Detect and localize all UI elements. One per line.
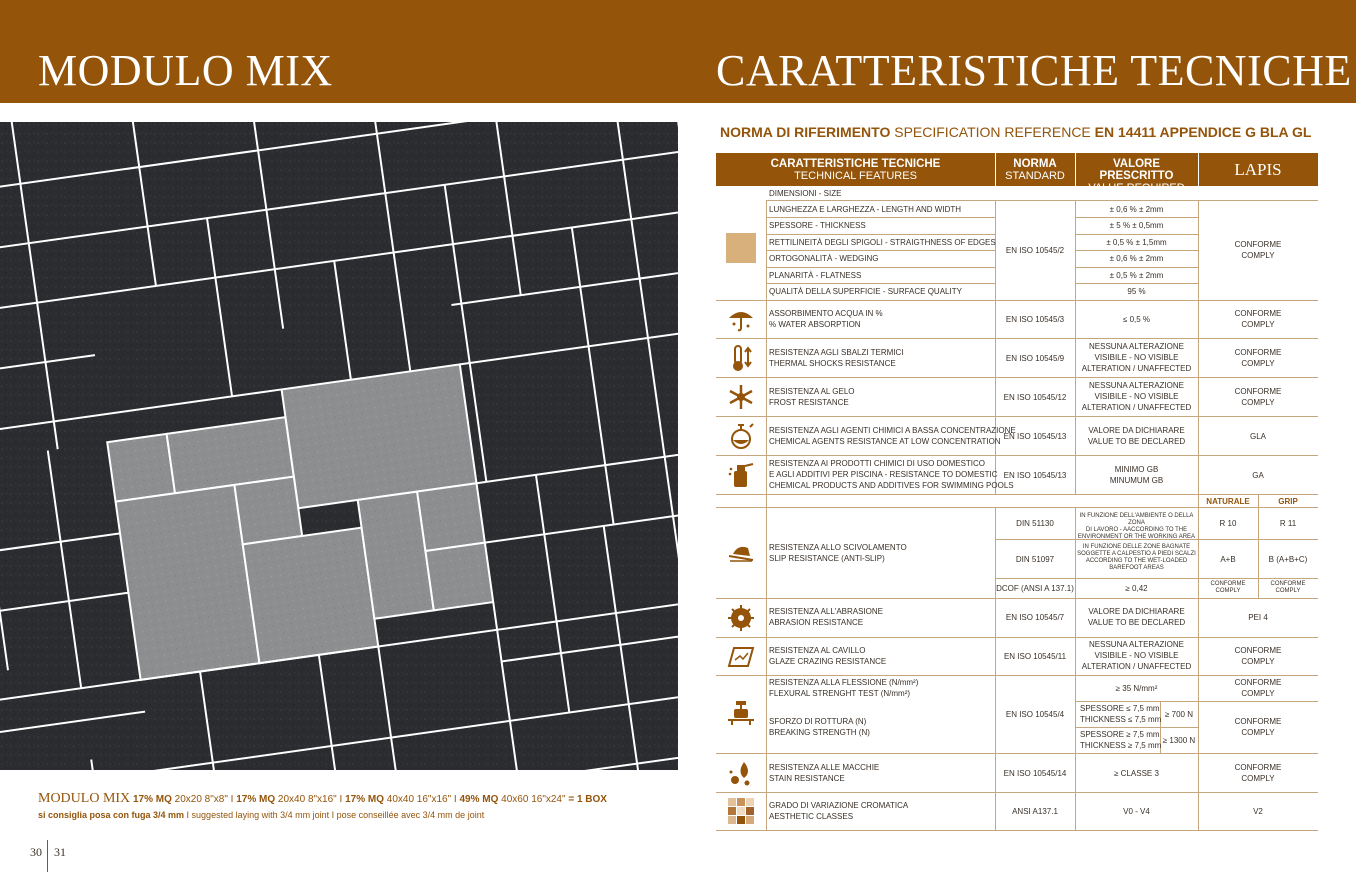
row-rule	[766, 234, 995, 235]
chemical-flask-icon	[726, 421, 756, 451]
thermal-norma: EN ISO 10545/9	[1005, 354, 1065, 363]
row-rule	[1075, 283, 1198, 284]
flexural-value: ≥ 35 N/mm²	[1115, 684, 1158, 693]
aesthetic-label: GRADO DI VARIAZIONE CROMATICA AESTHETIC CLASSES	[769, 801, 909, 821]
row-rule	[716, 377, 1318, 378]
header-lapis: LAPIS	[1198, 153, 1318, 186]
flexural-norma: EN ISO 10545/4	[1005, 710, 1065, 719]
chemical-domestic-value: MINIMO GB MINUMUM GB	[1109, 465, 1164, 485]
stain-norma: EN ISO 10545/14	[1003, 769, 1067, 778]
frost-norma: EN ISO 10545/12	[1003, 393, 1067, 402]
row-rule	[1075, 267, 1198, 268]
flexural-result: CONFORME COMPLY	[1234, 678, 1282, 698]
row-rule	[1075, 727, 1198, 728]
row-rule	[1075, 217, 1198, 218]
size-section-label: DIMENSIONI - SIZE	[769, 189, 842, 198]
water-absorption-icon	[726, 304, 756, 334]
row-rule	[716, 300, 1318, 301]
row-rule	[766, 283, 995, 284]
thermal-shock-icon	[726, 343, 756, 373]
size-item: RETTILINEITÀ DEGLI SPIGOLI - STRAIGTHNESS OF EDGES	[769, 238, 996, 247]
header-features-en: TECHNICAL FEATURES	[794, 170, 917, 182]
water-result: CONFORME COMPLY	[1234, 309, 1282, 329]
specification-reference	[720, 124, 1311, 140]
header-value	[1075, 153, 1198, 194]
frost-result: CONFORME COMPLY	[1234, 387, 1282, 407]
row-rule	[766, 217, 995, 218]
abrasion-label: RESISTENZA ALL'ABRASIONE ABRASION RESISTANCE	[769, 607, 884, 627]
left-page-title: MODULO MIX	[38, 46, 333, 95]
crazing-norma: EN ISO 10545/11	[1003, 652, 1067, 661]
page-number-right: 31	[54, 845, 66, 859]
slip-icon	[726, 536, 756, 566]
chemical-low-norma: EN ISO 10545/13	[1003, 432, 1067, 441]
header-divider	[1198, 153, 1199, 186]
slip-value: IN FUNZIONE DELL'AMBIENTE O DELLA ZONA DI LAVORO - AACCORDING TO THE ENVIRONMENT OR THE WORKING AREA	[1077, 513, 1196, 540]
chemical-low-label: RESISTENZA AGLI AGENTI CHIMICI A BASSA CONCENTRAZIONE CHEMICAL AGENTS RESISTANCE AT LOW CONCENTRATION	[769, 426, 1016, 446]
stain-value: ≥ CLASSE 3	[1114, 769, 1159, 778]
row-rule	[716, 637, 1318, 638]
row-rule	[716, 416, 1318, 417]
slip-grip: B (A+B+C)	[1268, 555, 1308, 564]
right-page-title: CARATTERISTICHE TECNICHE	[716, 46, 1352, 95]
row-rule	[1075, 701, 1318, 702]
technical-features-table	[716, 153, 1318, 831]
stain-icon	[726, 758, 756, 788]
joint-caption	[38, 810, 484, 820]
slip-naturale: R 10	[1219, 519, 1237, 528]
crazing-value: NESSUNA ALTERAZIONE VISIBILE - NO VISIBLE ALTERATION / UNAFFECTED	[1081, 640, 1192, 671]
header-divider	[995, 153, 996, 186]
tile-pattern-illustration	[0, 122, 678, 770]
caption-size3: 40x40 16"x16"	[383, 794, 452, 805]
abrasion-result: PEI 4	[1248, 613, 1268, 622]
row-rule	[716, 455, 1318, 456]
size-value: ± 0,6 % ± 2mm	[1109, 205, 1164, 214]
aesthetic-norma: ANSI A137.1	[1012, 807, 1058, 816]
thermal-result: CONFORME COMPLY	[1234, 348, 1282, 368]
column-rule	[766, 200, 767, 830]
slip-naturale: CONFORME COMPLY	[1210, 581, 1246, 594]
reference-value: EN 14411 APPENDICE G BLA GL	[1094, 124, 1312, 140]
header-norma-en: STANDARD	[1005, 170, 1065, 182]
breaking-strength-icon	[726, 698, 756, 728]
chemical-low-value: VALORE DA DICHIARARE VALUE TO BE DECLARED	[1087, 426, 1186, 446]
slip-naturale: A+B	[1220, 555, 1236, 564]
row-rule	[716, 675, 1318, 676]
row-rule	[716, 598, 1318, 599]
size-item: LUNGHEZZA E LARGHEZZA - LENGTH AND WIDTH	[769, 205, 962, 214]
joint-caption-it: si consiglia posa con fuga 3/4 mm	[38, 810, 185, 820]
header-divider	[1075, 153, 1076, 186]
row-rule	[716, 494, 1318, 495]
crazing-label: RESISTENZA AL CAVILLO GLAZE CRAZING RESISTANCE	[769, 646, 887, 666]
caption-box: = 1 BOX	[565, 794, 607, 805]
caption-size1-pct: 17% MQ	[132, 794, 172, 805]
header-value-en: VALUE REQUIRED	[1088, 182, 1185, 194]
row-rule	[716, 338, 1318, 339]
frost-icon	[726, 382, 756, 412]
joint-caption-translations: I suggested laying with 3/4 mm joint I pose conseillée avec 3/4 mm de joint	[184, 810, 485, 820]
slip-grip: R 11	[1279, 519, 1297, 528]
size-result: CONFORME COMPLY	[1234, 240, 1282, 260]
chemical-domestic-norma: EN ISO 10545/13	[1003, 471, 1067, 480]
slip-label: RESISTENZA ALLO SCIVOLAMENTO SLIP RESISTANCE (ANTI-SLIP)	[769, 543, 907, 563]
caption-size2: 20x40 8"x16"	[275, 794, 337, 805]
slip-norma: DIN 51097	[1015, 555, 1055, 564]
breaking-value: ≥ 700 N	[1165, 710, 1193, 719]
reference-label: NORMA DI RIFERIMENTO	[720, 124, 891, 140]
caption-product: MODULO MIX	[38, 791, 131, 806]
stain-result: CONFORME COMPLY	[1234, 763, 1282, 783]
abrasion-value: VALORE DA DICHIARARE VALUE TO BE DECLARED	[1087, 607, 1186, 627]
domestic-chemical-icon	[726, 460, 756, 490]
size-norma: EN ISO 10545/2	[1005, 246, 1065, 255]
col-naturale: NATURALE	[1206, 497, 1250, 506]
header-features-it: CARATTERISTICHE TECNICHE	[770, 158, 941, 170]
stain-label: RESISTENZA ALLE MACCHIE STAIN RESISTANCE	[769, 763, 880, 783]
row-rule	[766, 250, 995, 251]
breaking-condition: SPESSORE ≤ 7,5 mm THICKNESS ≤ 7,5 mm	[1080, 704, 1162, 724]
aesthetic-result: V2	[1253, 807, 1263, 816]
slip-value: ≥ 0,42	[1125, 584, 1148, 593]
size-value: ± 0,5 % ± 2mm	[1109, 271, 1164, 280]
slip-norma: DCOF (ANSI A 137.1)	[996, 584, 1074, 593]
header-norma	[995, 153, 1075, 186]
crazing-icon	[726, 642, 756, 672]
chemical-domestic-label: RESISTENZA AI PRODOTTI CHIMICI DI USO DOMESTICO E AGLI ADDITIVI PER PISCINA - RESISTANCE TO DOMESTIC CHEMICAL PRODUCTS AND ADDITIVES FOR SWIMMING POOLS	[769, 459, 1014, 490]
caption-separator: I	[227, 794, 237, 805]
size-value: ± 5 % ± 0,5mm	[1109, 221, 1164, 230]
slip-value: IN FUNZIONE DELLE ZONE BAGNATE SOGGETTE A CALPESTIO A PIEDI SCALZI ACCORDING TO THE WET-LOADED BAREFOOT AREAS	[1077, 544, 1196, 571]
size-swatch-icon	[726, 233, 756, 263]
crazing-result: CONFORME COMPLY	[1234, 646, 1282, 666]
tile-layout-photo	[0, 122, 678, 770]
size-item: SPESSORE - THICKNESS	[769, 221, 866, 230]
size-value: 95 %	[1127, 287, 1146, 296]
row-rule	[1075, 234, 1198, 235]
caption-size4-pct: 49% MQ	[459, 794, 499, 805]
row-rule	[995, 578, 1318, 579]
breaking-result: CONFORME COMPLY	[1234, 717, 1282, 737]
reference-label-en: SPECIFICATION REFERENCE	[894, 124, 1091, 140]
header-norma-it: NORMA	[1013, 158, 1057, 170]
size-value: ± 0,5 % ± 1,5mm	[1106, 238, 1167, 247]
water-value: ≤ 0,5 %	[1122, 315, 1151, 324]
col-grip: GRIP	[1278, 497, 1298, 506]
row-rule	[766, 200, 1318, 201]
row-rule	[716, 830, 1318, 831]
frost-value: NESSUNA ALTERAZIONE VISIBILE - NO VISIBLE ALTERATION / UNAFFECTED	[1081, 381, 1192, 412]
flexural-label: RESISTENZA ALLA FLESSIONE (N/mm²) FLEXURAL STRENGHT TEST (N/mm²)	[769, 678, 919, 698]
size-item: ORTOGONALITÀ - WEDGING	[769, 254, 879, 263]
caption-separator: I	[451, 794, 460, 805]
water-norma: EN ISO 10545/3	[1005, 315, 1065, 324]
breaking-value: ≥ 1300 N	[1162, 736, 1196, 745]
caption-size3-pct: 17% MQ	[345, 794, 384, 805]
color-variation-icon	[726, 796, 756, 826]
breaking-condition: SPESSORE ≥ 7,5 mm THICKNESS ≥ 7,5 mm	[1080, 730, 1162, 750]
abrasion-norma: EN ISO 10545/7	[1005, 613, 1065, 622]
page-number-left: 30	[30, 845, 42, 859]
slip-grip: CONFORME COMPLY	[1270, 581, 1306, 594]
mix-composition-caption	[38, 791, 607, 807]
chemical-low-result: GLA	[1249, 432, 1266, 441]
row-rule	[716, 753, 1318, 754]
row-rule	[716, 792, 1318, 793]
chemical-domestic-result: GA	[1252, 471, 1264, 480]
aesthetic-value: V0 - V4	[1123, 807, 1150, 816]
caption-size4: 40x60 16"x24"	[498, 794, 566, 805]
row-rule	[766, 267, 995, 268]
header-features	[716, 153, 995, 186]
page-number-divider	[47, 840, 48, 872]
thermal-label: RESISTENZA AGLI SBALZI TERMICI THERMAL SHOCKS RESISTANCE	[769, 348, 904, 368]
breaking-label: SFORZO DI ROTTURA (N) BREAKING STRENGTH (N)	[769, 717, 870, 737]
slip-norma: DIN 51130	[1016, 519, 1054, 528]
caption-size1: 20x20 8"x8"	[171, 794, 228, 805]
header-value-it: VALORE PRESCRITTO	[1099, 158, 1174, 182]
row-rule	[1075, 250, 1198, 251]
thermal-value: NESSUNA ALTERAZIONE VISIBILE - NO VISIBLE ALTERATION / UNAFFECTED	[1081, 342, 1192, 373]
size-item: QUALITÀ DELLA SUPERFICIE - SURFACE QUALITY	[769, 287, 962, 296]
abrasion-icon	[726, 603, 756, 633]
size-item: PLANARITÀ - FLATNESS	[769, 271, 862, 280]
caption-size2-pct: 17% MQ	[236, 794, 276, 805]
size-value: ± 0,6 % ± 2mm	[1109, 254, 1164, 263]
water-label: ASSORBIMENTO ACQUA IN % % WATER ABSORPTION	[769, 309, 883, 329]
caption-separator: I	[336, 794, 346, 805]
frost-label: RESISTENZA AL GELO FROST RESISTANCE	[769, 387, 855, 407]
